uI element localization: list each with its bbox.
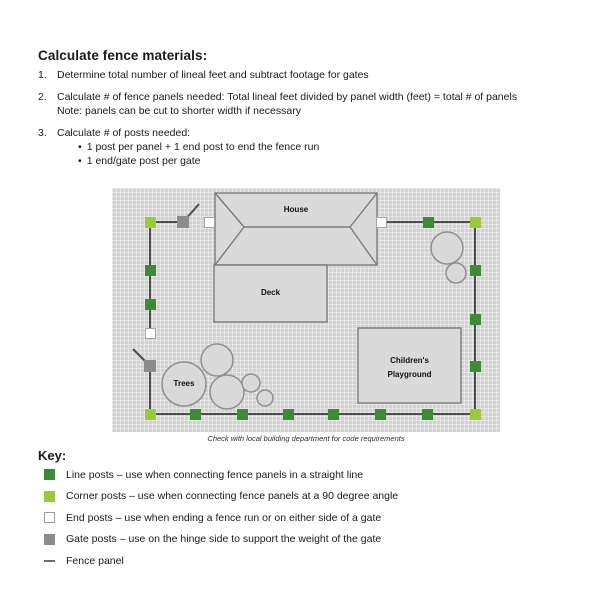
diagram-caption: Check with local building department for code requirements: [207, 434, 405, 443]
instruction-step-3: [38, 126, 594, 168]
instruction-step-1: [38, 68, 594, 82]
gate-post-swatch: [44, 534, 55, 545]
corner-post: [470, 409, 481, 420]
tree-circle: [201, 344, 233, 376]
fence-panel-swatch: [44, 560, 55, 562]
step-number: 1.: [38, 69, 47, 81]
line-post: [145, 299, 156, 310]
end-post-swatch: [44, 512, 55, 523]
line-post: [470, 314, 481, 325]
deck-label: Deck: [260, 288, 281, 297]
line-post: [422, 409, 433, 420]
tree-circle: [210, 375, 244, 409]
line-post-swatch: [44, 469, 55, 480]
corner-post: [145, 217, 156, 228]
key-item-end-posts: [44, 512, 398, 523]
corner-post: [470, 217, 481, 228]
bullet-icon: •: [78, 155, 82, 167]
line-post: [470, 361, 481, 372]
instruction-step-2: [38, 90, 594, 118]
step-text: Calculate # of posts needed:: [57, 127, 191, 139]
bullet-icon: •: [78, 141, 82, 153]
step-note: Note: panels can be cut to shorter width if necessary: [57, 105, 301, 117]
end-post: [145, 328, 156, 339]
tree-circle: [446, 263, 466, 283]
instructions-list: [38, 68, 594, 176]
playground-label: Children's Playground: [387, 356, 432, 379]
line-post: [145, 265, 156, 276]
step-number: 3.: [38, 127, 47, 139]
corner-post-swatch: [44, 491, 55, 502]
corner-post: [145, 409, 156, 420]
page-title: Calculate fence materials:: [38, 48, 208, 63]
house-label: House: [283, 205, 309, 214]
house-outline: [215, 193, 377, 265]
end-post: [376, 217, 387, 228]
line-post: [237, 409, 248, 420]
line-post: [375, 409, 386, 420]
step-number: 2.: [38, 91, 47, 103]
tree-circle: [242, 374, 260, 392]
key-item-corner-posts: [44, 491, 398, 502]
key-item-line-posts: [44, 469, 398, 480]
line-post: [328, 409, 339, 420]
key-item-fence-panel: [44, 555, 398, 566]
tree-circle: [257, 390, 273, 406]
key-list: [44, 469, 398, 577]
gate-post: [144, 360, 156, 372]
yard-plan-diagram: [112, 188, 500, 432]
trees-label: Trees: [173, 379, 195, 388]
key-item-label: Gate posts – use on the hinge side to support the weight of the gate: [66, 533, 382, 545]
step-bullet: • 1 end/gate post per gate: [78, 155, 201, 167]
tree-circle: [431, 232, 463, 264]
diagram-shapes: [112, 188, 500, 432]
key-item-label: Corner posts – use when connecting fence panels at a 90 degree angle: [66, 490, 399, 502]
step-bullet: • 1 post per panel + 1 end post to end the fence run: [78, 141, 320, 153]
key-item-gate-posts: [44, 534, 398, 545]
key-item-label: Fence panel: [66, 554, 124, 567]
line-post: [190, 409, 201, 420]
gate-post: [177, 216, 189, 228]
line-post: [470, 265, 481, 276]
end-post: [204, 217, 215, 228]
step-text: Calculate # of fence panels needed: Total lineal feet divided by panel width (feet) = total # of panels: [57, 91, 518, 103]
key-title: Key:: [38, 448, 67, 463]
key-item-label: Line posts – use when connecting fence panels in a straight line: [66, 468, 364, 481]
line-post: [283, 409, 294, 420]
step-text: Determine total number of lineal feet and subtract footage for gates: [57, 69, 369, 81]
line-post: [423, 217, 434, 228]
key-item-label: End posts – use when ending a fence run or on either side of a gate: [66, 511, 382, 524]
